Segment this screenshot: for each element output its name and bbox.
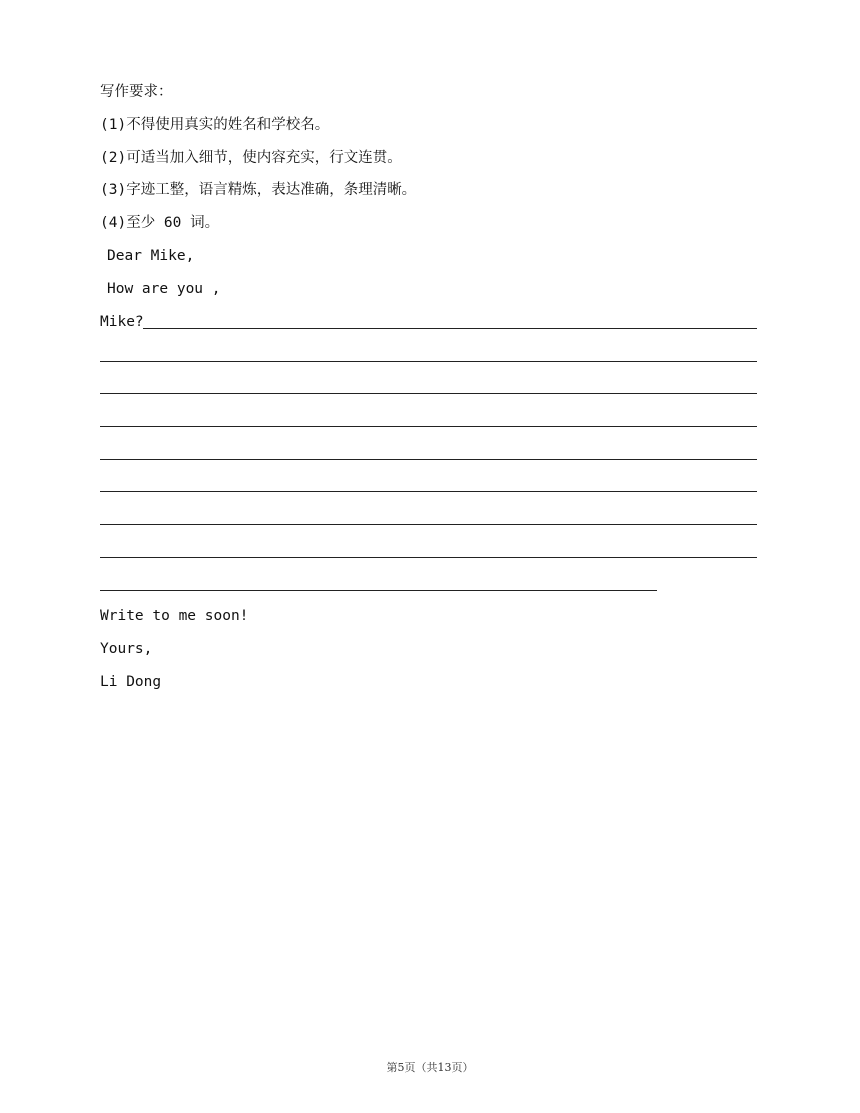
writing-line-3[interactable] [100,393,757,394]
writing-line-4[interactable] [100,426,757,427]
requirement-item-1: (1)不得使用真实的姓名和学校名。 [100,117,330,133]
writing-line-2[interactable] [100,361,757,362]
requirement-item-4: (4)至少 60 词。 [100,215,220,231]
requirements-heading: 写作要求： [100,84,173,100]
letter-closing: Write to me soon! [100,608,249,624]
letter-opening: How are you , [107,281,221,297]
writing-line-1[interactable] [143,328,757,329]
letter-greeting: Dear Mike, [107,248,195,264]
requirement-item-2: (2)可适当加入细节，使内容充实，行文连贯。 [100,150,402,166]
requirement-item-3: (3)字迹工整，语言精炼，表达准确，条理清晰。 [100,182,417,198]
letter-signoff: Yours, [100,641,153,657]
writing-line-6[interactable] [100,491,757,492]
writing-line-9[interactable] [100,590,657,591]
letter-first-line-start: Mike? [100,314,144,330]
writing-line-5[interactable] [100,459,757,460]
writing-line-8[interactable] [100,557,757,558]
page-number: 第5页（共13页） [386,1061,474,1074]
letter-signature: Li Dong [100,674,162,690]
writing-line-7[interactable] [100,524,757,525]
